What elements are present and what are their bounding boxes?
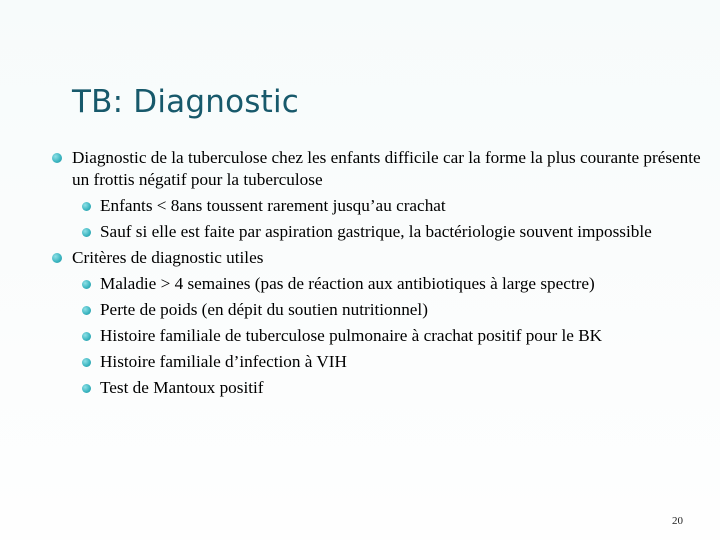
sub-list-item-text: Maladie > 4 semaines (pas de réaction aux antibiotiques à large spectre) xyxy=(100,274,595,293)
bullet-icon xyxy=(52,253,62,263)
bullet-icon xyxy=(82,384,91,393)
sub-list-item-text: Test de Mantoux positif xyxy=(100,378,264,397)
sub-list-item xyxy=(52,299,708,321)
sub-list-item-text: Perte de poids (en dépit du soutien nutritionnel) xyxy=(100,300,428,319)
slide-body xyxy=(52,147,708,403)
page-number: 20 xyxy=(672,515,683,527)
bullet-list xyxy=(52,147,708,399)
sub-list-item-text: Histoire familiale d’infection à VIH xyxy=(100,352,347,371)
bullet-icon xyxy=(82,228,91,237)
sub-list-item-text: Histoire familiale de tuberculose pulmonaire à crachat positif pour le BK xyxy=(100,326,603,345)
sub-list-item xyxy=(52,273,708,295)
sub-list-item xyxy=(52,325,708,347)
bullet-icon xyxy=(82,280,91,289)
slide-title: TB: Diagnostic xyxy=(72,84,300,120)
list-item xyxy=(52,247,708,269)
sub-list-item xyxy=(52,351,708,373)
bullet-icon xyxy=(52,153,62,163)
bullet-icon xyxy=(82,202,91,211)
list-item xyxy=(52,147,708,191)
sub-list-item xyxy=(52,195,708,217)
bullet-icon xyxy=(82,358,91,367)
bullet-icon xyxy=(82,332,91,341)
sub-list-item-text: Enfants < 8ans toussent rarement jusqu’au crachat xyxy=(100,196,446,215)
bullet-icon xyxy=(82,306,91,315)
list-item-text: Critères de diagnostic utiles xyxy=(72,248,264,267)
sub-list-item xyxy=(52,377,708,399)
sub-list-item xyxy=(52,221,708,243)
list-item-text: Diagnostic de la tuberculose chez les enfants difficile car la forme la plus courante présente un frottis négatif pour la tuberculose xyxy=(72,148,701,189)
sub-list-item-text: Sauf si elle est faite par aspiration gastrique, la bactériologie souvent impossible xyxy=(100,222,652,241)
